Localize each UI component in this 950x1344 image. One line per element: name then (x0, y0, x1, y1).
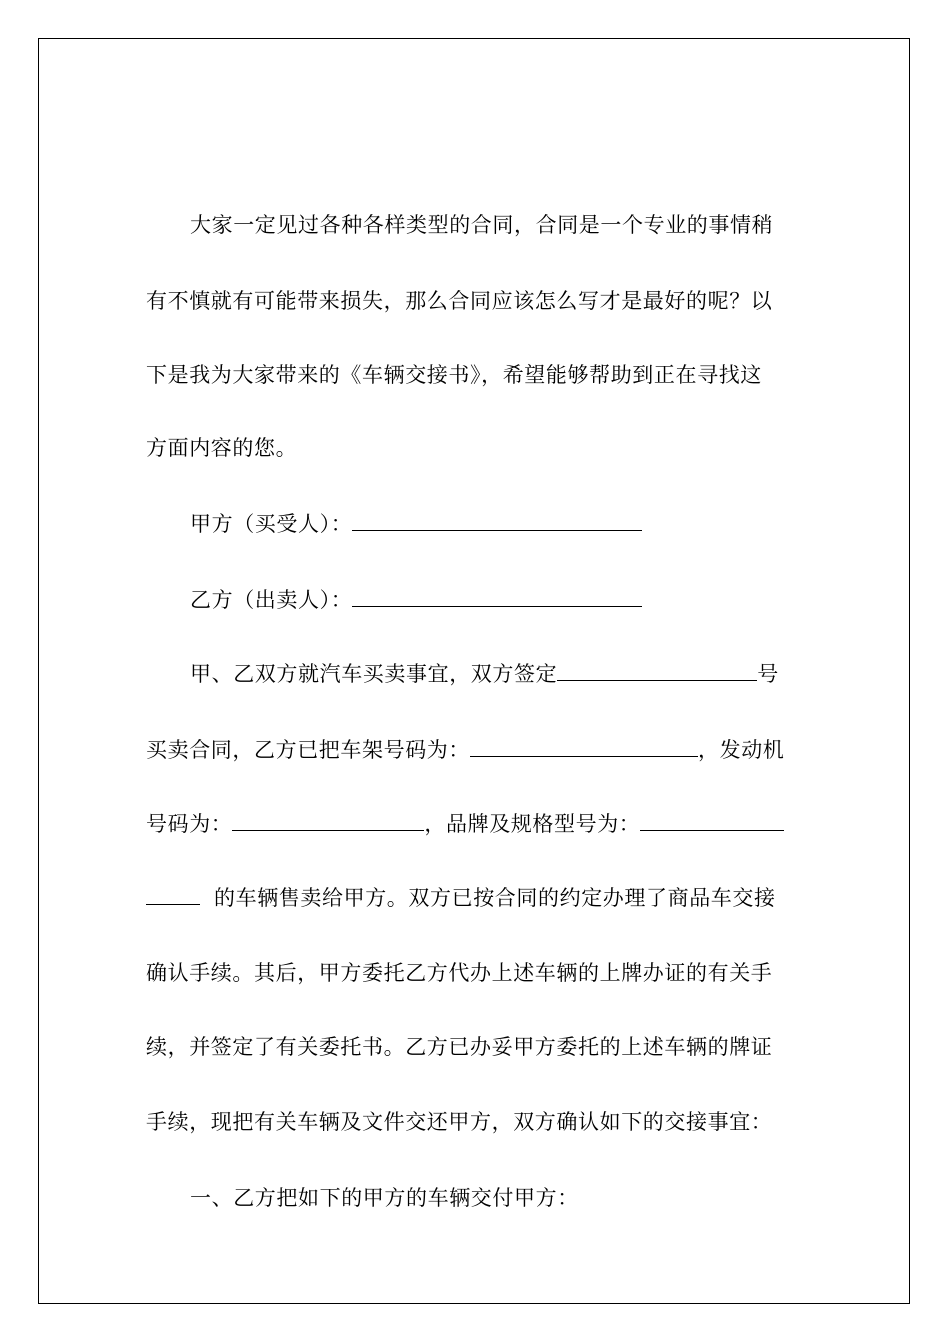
agreement-line-4 (146, 884, 776, 912)
model-blank[interactable] (640, 810, 784, 831)
party-a-line (190, 510, 642, 538)
frame-number-blank[interactable] (470, 736, 698, 757)
party-a-blank[interactable] (352, 510, 642, 531)
intro-line-4: 方面内容的您。 (146, 436, 298, 460)
agreement-line-2 (146, 736, 784, 764)
intro-line-1 (146, 211, 773, 239)
model-blank-continued[interactable] (146, 884, 200, 905)
agreement-line-3 (146, 810, 784, 838)
agreement-line-1 (190, 660, 779, 688)
agreement-line-6: 续，并签定了有关委托书。乙方已办妥甲方委托的上述车辆的牌证 (146, 1035, 773, 1059)
engine-number-blank[interactable] (232, 810, 424, 831)
party-b-blank[interactable] (352, 586, 642, 607)
intro-line-2: 有不慎就有可能带来损失，那么合同应该怎么写才是最好的呢？以 (146, 289, 773, 313)
agreement-text-2b: ，发动机 (698, 738, 785, 762)
agreement-text-4: 的车辆售卖给甲方。双方已按合同的约定办理了商品车交接 (214, 886, 776, 910)
agreement-text-1b: 号 (757, 662, 779, 686)
section-1-heading: 一、乙方把如下的甲方的车辆交付甲方： (190, 1186, 579, 1210)
agreement-text-3a: 号码为： (146, 812, 233, 836)
agreement-text-1a: 甲、乙双方就汽车买卖事宜，双方签定 (190, 662, 558, 686)
agreement-line-7: 手续，现把有关车辆及文件交还甲方，双方确认如下的交接事宜： (146, 1110, 773, 1134)
agreement-text-2a: 买卖合同，乙方已把车架号码为： (146, 738, 470, 762)
intro-line-3: 下是我为大家带来的《车辆交接书》，希望能够帮助到正在寻找这 (146, 363, 762, 387)
party-a-label: 甲方（买受人）： (190, 512, 353, 536)
agreement-line-5: 确认手续。其后，甲方委托乙方代办上述车辆的上牌办证的有关手 (146, 961, 773, 985)
party-b-label: 乙方（出卖人）： (190, 588, 353, 612)
intro-text-1: 大家一定见过各种各样类型的合同，合同是一个专业的事情稍 (190, 213, 774, 237)
contract-number-blank[interactable] (557, 660, 757, 681)
agreement-text-3b: ，品牌及规格型号为： (424, 812, 641, 836)
party-b-line (190, 586, 642, 614)
